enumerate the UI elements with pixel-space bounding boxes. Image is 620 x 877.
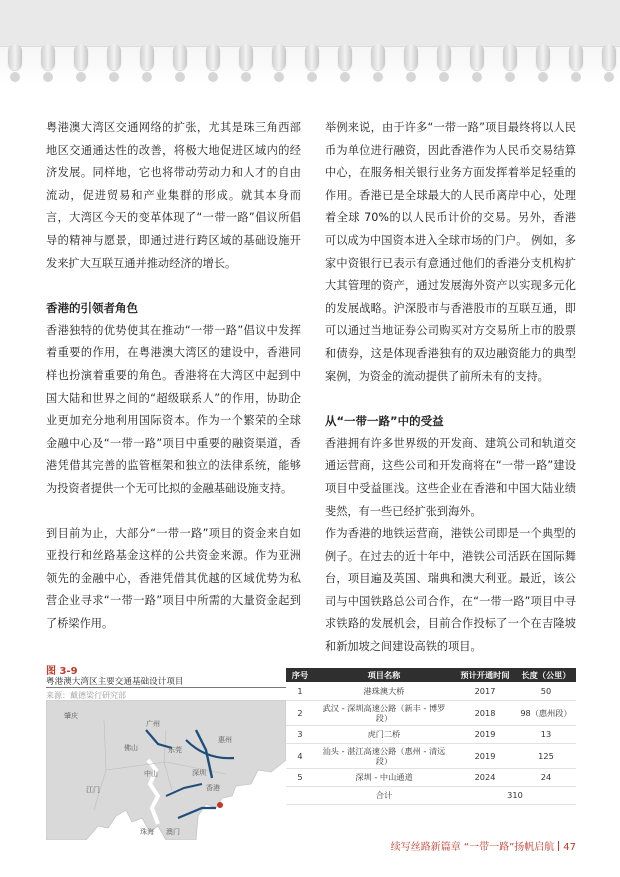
cell-empty <box>286 786 314 804</box>
cell-length: 13 <box>516 725 576 743</box>
binding-ring <box>437 44 451 70</box>
map-label-shenzhen: 深圳 <box>192 769 206 777</box>
table-row <box>286 725 576 743</box>
header-name: 项目名称 <box>314 668 454 682</box>
table-row <box>286 682 576 700</box>
paragraph: 粤港澳大湾区交通网络的扩张，尤其是珠三角西部地区交通通达性的改善，将极大地促进区域内的经济发展。同样地，它也将带动劳动力和人才的自由流动，促进贸易和产业集群的形成。就其本身而言，大湾区今天的变革体现了“一带一路”倡议所倡导的精神与愿景，即通过进行跨区域的基础设施开发来扩大互联互通并推动经济的增长。 <box>46 121 301 270</box>
figure-source: 来源：戴德梁行研究部 <box>46 691 126 700</box>
cell-length: 24 <box>516 768 576 786</box>
binding-ring <box>470 44 484 70</box>
cell-length: 125 <box>516 743 576 768</box>
map-label-zhongshan: 中山 <box>144 770 158 778</box>
figure-title: 粤港澳大湾区主要交通基础设计项目 <box>46 677 184 687</box>
cell-name: 深圳 - 中山通道 <box>314 768 454 786</box>
hongkong-marker <box>217 802 223 808</box>
table-row <box>286 743 576 768</box>
binding-ring <box>536 44 550 70</box>
spacer <box>46 501 301 523</box>
binding-ring <box>8 44 22 70</box>
map-label-foshan: 佛山 <box>124 744 138 752</box>
section-heading: 从“一带一路”中的受益 <box>325 414 444 429</box>
cell-length: 50 <box>516 682 576 700</box>
left-column <box>46 117 301 635</box>
binding-ring <box>602 44 616 70</box>
paragraph: 到目前为止，大部分“一带一路”项目的资金来自如亚投行和丝路基金这样的公共资金来源。作为亚洲领先的金融中心，香港凭借其优越的区域优势为私营企业寻求“一带一路”项目中所需的大量资金起到了桥梁作用。 <box>46 526 301 630</box>
cell-length: 98（惠州段） <box>516 700 576 725</box>
gba-map <box>46 700 286 840</box>
figure-rule <box>46 687 286 688</box>
cell-name: 武汉 - 深圳高速公路（新丰 - 博罗段） <box>314 700 454 725</box>
cell-year: 2024 <box>454 768 516 786</box>
binding-ring <box>74 44 88 70</box>
cell-no: 1 <box>286 682 314 700</box>
notebook-binding <box>0 0 620 100</box>
cell-no: 2 <box>286 700 314 725</box>
cell-year: 2017 <box>454 682 516 700</box>
map-label-jiangmen: 江门 <box>86 786 100 794</box>
binding-ring <box>140 44 154 70</box>
cell-name: 汕头 - 湛江高速公路（惠州 - 清远段） <box>314 743 454 768</box>
projects-table <box>286 668 576 805</box>
binding-ring <box>404 44 418 70</box>
paragraph: 香港拥有许多世界级的开发商、建筑公司和轨道交通运营商，这些公司和开发商将在“一带一路”建设项目中受益匪浅。这些企业在香港和中国大陆业绩斐然，有一些已经扩张到海外。 <box>325 436 576 518</box>
right-column <box>325 117 576 659</box>
map-label-huizhou: 惠州 <box>218 736 232 744</box>
figure-number: 图 3-9 <box>46 666 78 677</box>
footer-title: 续写丝路新篇章 “一带一路”扬帆启航 <box>390 842 555 853</box>
cell-no: 5 <box>286 768 314 786</box>
table-row <box>286 700 576 725</box>
binding-ring <box>173 44 187 70</box>
footer-separator <box>558 841 559 851</box>
page-footer <box>391 838 576 853</box>
binding-ring <box>569 44 583 70</box>
cell-no: 4 <box>286 743 314 768</box>
section-heading: 香港的引领者角色 <box>46 301 138 316</box>
binding-ring <box>107 44 121 70</box>
cell-year: 2019 <box>454 743 516 768</box>
map-label-dongguan: 东莞 <box>168 746 182 754</box>
table-header-row <box>286 668 576 682</box>
map-label-zhuhai: 珠海 <box>140 828 154 836</box>
binding-ring <box>41 44 55 70</box>
binding-ring <box>503 44 517 70</box>
cell-no: 3 <box>286 725 314 743</box>
map-label-guangzhou: 广州 <box>146 720 160 728</box>
binding-ring <box>206 44 220 70</box>
binding-ring <box>239 44 253 70</box>
cell-year: 2019 <box>454 725 516 743</box>
paragraph: 举例来说，由于许多“一带一路”项目最终将以人民币为单位进行融资，因此香港作为人民币交易结算中心，在服务相关银行业务方面发挥着举足轻重的作用。香港已是全球最大的人民币离岸中心，处理着全球 70%的以人民币计价的交易。另外，香港可以成为中国资本进入全球市场的门户。 例如，多家中资银行已表示有意通过他们的香港分支机构扩大其管理的资产，通过发展海外资产以实现多元化的发展战略。沪深股市与香港股市的互联互通，即可以通过当地证券公司购买对方交易所上市的股票和债券，这是体现香港独有的双边融资能力的典型案例，为资金的流动提供了前所未有的支持。 <box>325 121 576 383</box>
binding-ring <box>338 44 352 70</box>
header-no: 序号 <box>286 668 314 682</box>
binding-ring <box>272 44 286 70</box>
map-label-macau: 澳门 <box>166 828 180 836</box>
page-number: 47 <box>563 842 576 853</box>
cell-name: 港珠澳大桥 <box>314 682 454 700</box>
cell-name: 虎门二桥 <box>314 725 454 743</box>
cell-year: 2018 <box>454 700 516 725</box>
spacer <box>46 275 301 297</box>
paragraph: 香港独特的优势使其在推动“一带一路”倡议中发挥着重要的作用，在粤港澳大湾区的建设中，香港同样也扮演着重要的角色。香港将在大湾区中起到中国大陆和世界之间的“超级联系人”的作用，协助企业更加充分地利用国际资本。作为一个繁荣的全球金融中心及“一带一路”项目中重要的融资渠道，香港凭借其完善的监管框架和独立的法律系统，能够为投资者提供一个无可比拟的金融基础设施支持。 <box>46 323 301 495</box>
header-year: 预计开通时间 <box>454 668 516 682</box>
total-value: 310 <box>454 786 576 804</box>
binding-ring <box>305 44 319 70</box>
table-total-row <box>286 786 576 804</box>
table-row <box>286 768 576 786</box>
spacer <box>325 388 576 410</box>
paragraph: 作为香港的地铁运营商，港铁公司即是一个典型的例子。在过去的近十年中，港铁公司活跃在国际舞台，项目遍及英国、瑞典和澳大利亚。最近，该公司与中国铁路总公司合作，在“一带一路”项目中寻求铁路的发展机会，目前合作投标了一个在吉隆坡和新加坡之间建设高铁的项目。 <box>325 527 576 654</box>
binding-ring <box>371 44 385 70</box>
header-length: 长度（公里） <box>516 668 576 682</box>
total-label: 合计 <box>314 786 454 804</box>
map-label-zhaoqing: 肇庆 <box>64 712 78 720</box>
map-label-hongkong: 香港 <box>206 784 220 792</box>
